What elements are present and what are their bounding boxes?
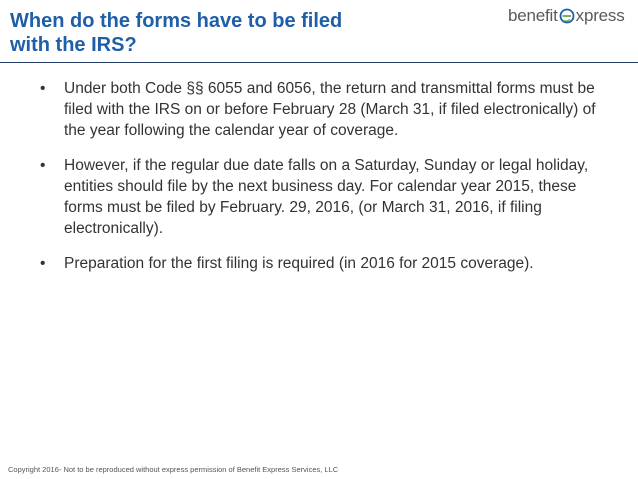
logo-text-left: benefit xyxy=(508,6,558,25)
bullet-marker: • xyxy=(40,80,46,97)
bullet-item xyxy=(40,253,600,274)
slide-title-line-1: When do the forms have to be filed xyxy=(10,10,343,32)
benefit-express-e-icon xyxy=(559,8,575,24)
bullet-text: Preparation for the first filing is required (in 2016 for 2015 coverage). xyxy=(64,255,534,272)
bullet-marker: • xyxy=(40,255,46,272)
bullet-marker: • xyxy=(40,157,46,174)
bullet-item xyxy=(40,78,600,141)
copyright-footer: Copyright 2016- Not to be reproduced without express permission of Benefit Express Services, LLC xyxy=(8,465,339,474)
benefit-express-logo xyxy=(508,4,625,28)
slide-title xyxy=(10,9,430,57)
slide-title-line-2: with the IRS? xyxy=(10,34,137,56)
title-divider xyxy=(0,62,638,63)
bullet-list xyxy=(40,78,600,288)
bullet-text: However, if the regular due date falls on a Saturday, Sunday or legal holiday, entities should file by the next business day. For calendar year 2015, these forms must be filed by February. 29, 2016, (or March 31, 2016, if filing electronically). xyxy=(64,157,589,237)
bullet-item xyxy=(40,155,600,239)
logo-text-right: xpress xyxy=(575,6,625,25)
bullet-text: Under both Code §§ 6055 and 6056, the return and transmittal forms must be filed with the IRS on or before February 28 (March 31, if filed electronically) of the year following the calendar year of coverage. xyxy=(64,80,596,139)
